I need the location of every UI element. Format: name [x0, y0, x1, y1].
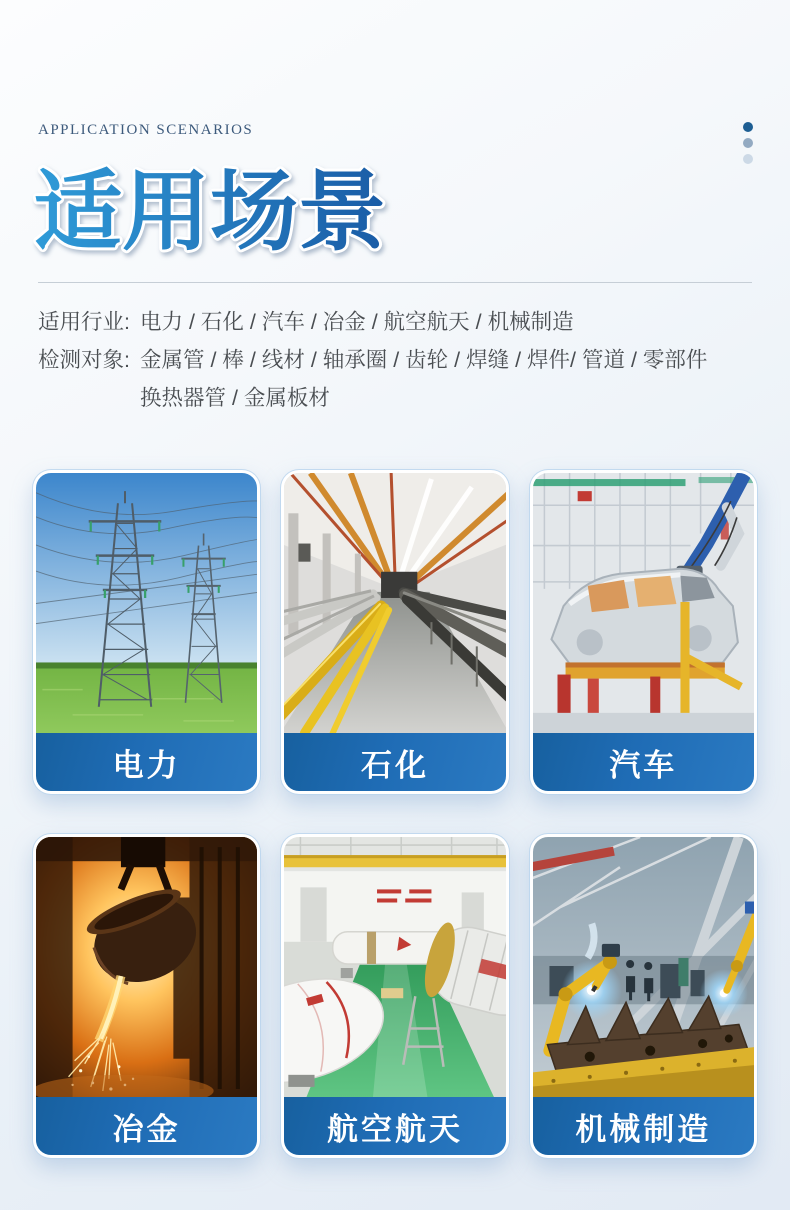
power-transmission-towers-photo: [36, 473, 257, 733]
card-label: 冶金: [112, 1111, 181, 1147]
machinery-welding-robots-photo: [533, 837, 754, 1097]
card-label-bar: [533, 1097, 754, 1155]
card-label: 电力: [112, 747, 181, 783]
card-label-bar: [284, 1097, 505, 1155]
section-title-text: 适用场景: [34, 165, 387, 262]
card-label: 航空航天: [326, 1111, 463, 1147]
scenario-card-grid: [33, 470, 757, 1158]
decor-dot-medium: [743, 138, 753, 148]
card-label: 汽车: [609, 747, 678, 783]
card-aerospace: [281, 834, 508, 1158]
section-title: [30, 150, 530, 270]
decor-dots-icon: [743, 122, 753, 164]
card-label: 石化: [360, 747, 429, 783]
section-tagline: APPLICATION SCENARIOS: [38, 122, 254, 138]
objects-value: 金属管 / 棒 / 线材 / 轴承圈 / 齿轮 / 焊缝 / 焊件/ 管道 / 零部件: [140, 348, 708, 372]
objects-value-2: 换热器管 / 金属板材: [140, 386, 330, 410]
industries-value: 电力 / 石化 / 汽车 / 冶金 / 航空航天 / 机械制造: [140, 310, 574, 334]
intro-text: [38, 303, 758, 417]
divider-line: [38, 282, 752, 283]
card-label-bar: [36, 1097, 257, 1155]
objects-line: [38, 341, 758, 379]
decor-dot-dark: [743, 122, 753, 132]
aerospace-rocket-assembly-hall-photo: [284, 837, 505, 1097]
petrochemical-pipeline-corridor-photo: [284, 473, 505, 733]
objects-label: 检测对象:: [38, 348, 130, 372]
industries-line: [38, 303, 758, 341]
card-label: 机械制造: [575, 1111, 712, 1147]
objects-line-continued: [38, 379, 758, 417]
card-label-bar: [36, 733, 257, 791]
car-body-assembly-line-photo: [533, 473, 754, 733]
card-machinery: [530, 834, 757, 1158]
card-label-bar: [533, 733, 754, 791]
card-electric-power: [33, 470, 260, 794]
card-automobile: [530, 470, 757, 794]
industries-label: 适用行业:: [38, 310, 130, 334]
card-label-bar: [284, 733, 505, 791]
card-metallurgy: [33, 834, 260, 1158]
card-petrochemical: [281, 470, 508, 794]
decor-dot-light: [743, 154, 753, 164]
metallurgy-foundry-ladle-photo: [36, 837, 257, 1097]
